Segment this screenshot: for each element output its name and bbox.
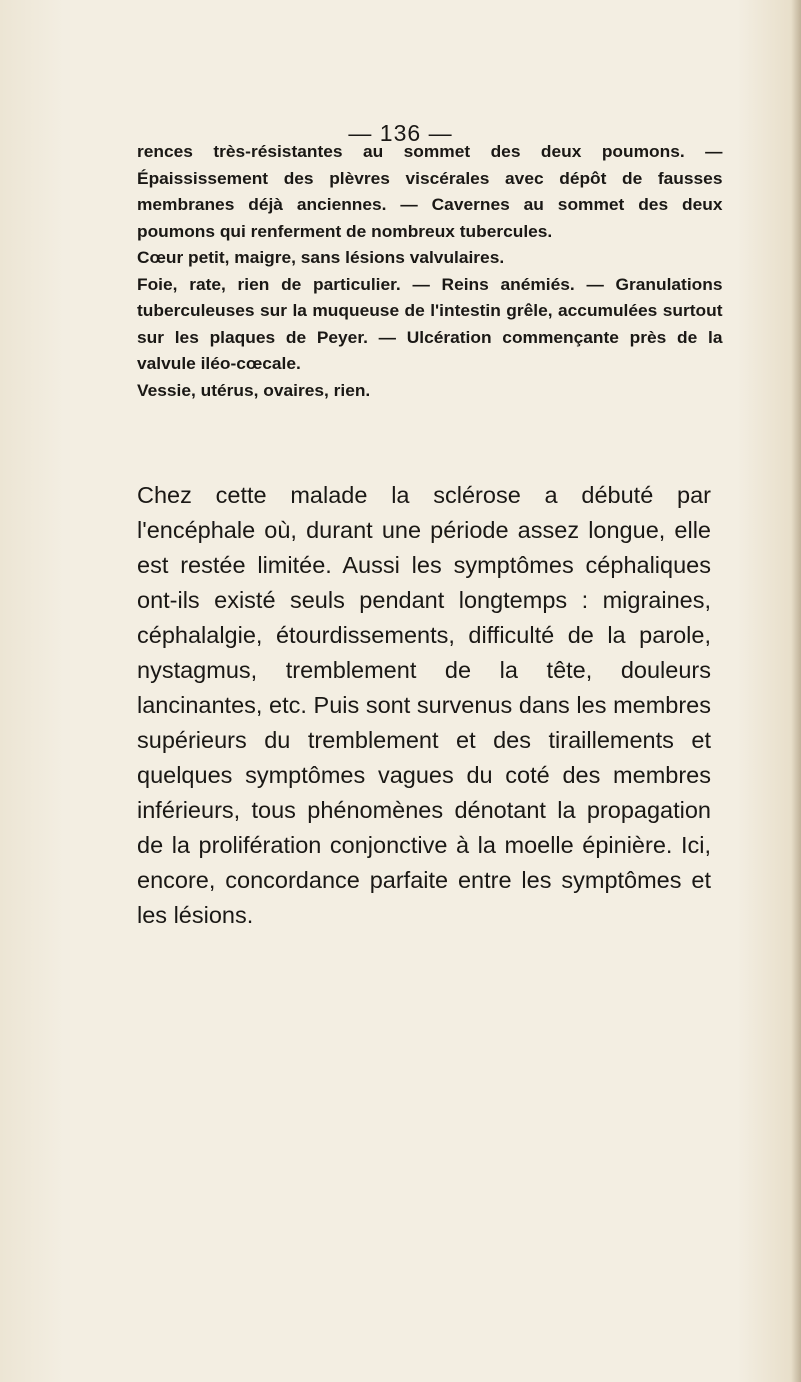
clinical-commentary	[137, 478, 711, 933]
autopsy-paragraph-lungs: rences très-résistantes au sommet des deux poumons. — Épaississement des plèvres viscérales avec dépôt de fausses membranes déjà anciennes. — Cavernes au sommet des deux poumons qui renferment de nombreux tubercules.	[137, 142, 723, 241]
commentary-paragraph: Chez cette malade la sclérose a débuté par l'encéphale où, durant une période assez longue, elle est restée limitée. Aussi les symptômes céphaliques ont-ils existé seuls pendant longtemps : migraines, céphalalgie, étourdissements, difficulté de la parole, nystagmus, tremblement de la tête, douleurs lancinantes, etc. Puis sont survenus dans les membres supérieurs du tremblement et des tiraillements et quelques symptômes vagues du coté des membres inférieurs, tous phénomènes dénotant la propagation de la prolifération conjonctive à la moelle épinière. Ici, encore, concordance parfaite entre les symptômes et les lésions.	[137, 482, 711, 928]
autopsy-paragraph-pelvis: Vessie, utérus, ovaires, rien.	[137, 380, 371, 400]
autopsy-paragraph-abdomen: Foie, rate, rien de particulier. — Reins anémiés. — Granulations tuberculeuses sur la muqueuse de l'intestin grêle, accumulées surtout sur les plaques de Peyer. — Ulcération commençante près de la valvule iléo-cœcale.	[137, 274, 723, 373]
autopsy-findings	[137, 139, 723, 404]
autopsy-paragraph-heart: Cœur petit, maigre, sans lésions valvulaires.	[137, 248, 505, 267]
page-number: — 136 —	[348, 120, 453, 146]
page-edge-shadow	[791, 0, 801, 1382]
